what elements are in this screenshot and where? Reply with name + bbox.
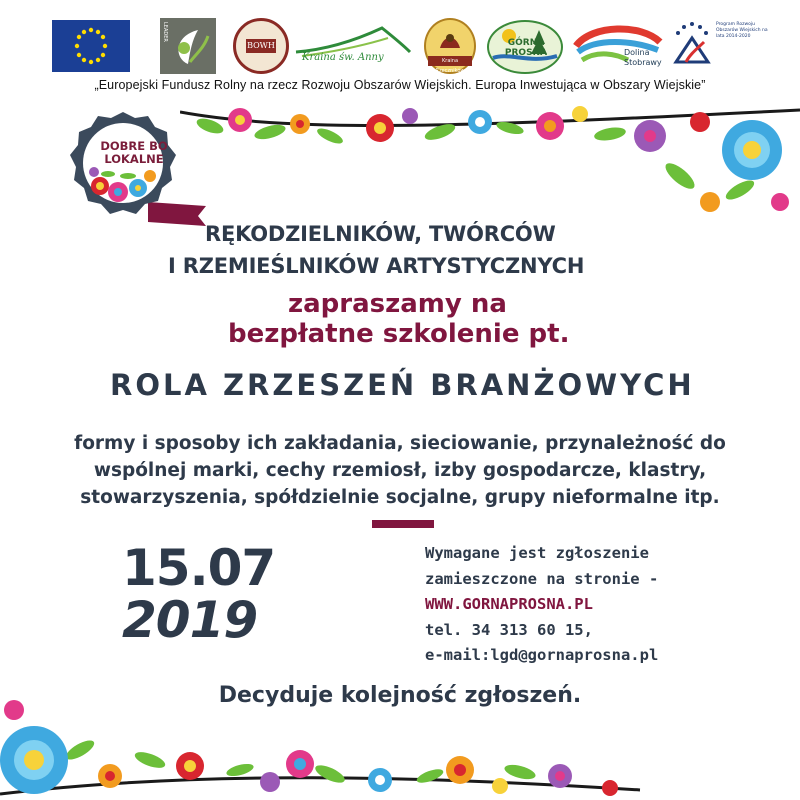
invitation-line-2: bezpłatne szkolenie pt.: [228, 319, 570, 349]
kraina-text: Kraina św. Anny: [302, 52, 384, 63]
folk-flower-decoration-top: [180, 106, 800, 218]
registration-line-2: zamieszczone na stronie -: [425, 569, 659, 588]
eu-flag-logo: [52, 20, 130, 72]
heading-line-1: RĘKODZIELNIKÓW, TWÓRCÓW: [205, 222, 556, 246]
badge-seal-icon: [38, 110, 208, 250]
leader-logo: [160, 18, 216, 74]
leader-text: LEADER: [162, 22, 168, 42]
kraina-rzecznikow-logo: [424, 18, 476, 74]
heading-line-2: I RZEMIEŚLNIKÓW ARTYSTYCZNYCH: [168, 254, 585, 278]
email-address[interactable]: e-mail:lgd@gornaprosna.pl: [425, 646, 659, 664]
eu-stars-icon: [52, 20, 130, 72]
prow-logo: [668, 18, 778, 74]
dolina-text: Dolina Stobrawy: [624, 48, 662, 67]
invitation-line-1: zapraszamy na: [288, 289, 507, 319]
training-description: [70, 430, 730, 511]
closing-note: Decyduje kolejność zgłoszeń.: [218, 683, 582, 708]
description-line-1: formy i sposoby ich zakładania, sieciowanie, przynależność do: [74, 433, 726, 454]
website-link[interactable]: WWW.GORNAPROSNA.PL: [425, 595, 593, 613]
phone-number: tel. 34 313 60 15,: [425, 620, 593, 639]
gorna-prosna-logo: [487, 20, 563, 74]
accent-divider: [372, 520, 434, 528]
krzep-text: Kraina Rzeczników: [428, 56, 472, 66]
logo-strip: [0, 0, 800, 100]
kraina-sw-anny-logo: [292, 22, 412, 72]
badge-label: DOBRE BO LOKALNE: [100, 139, 168, 166]
description-line-3: stowarzyszenia, spółdzielnie socjalne, grupy nieformalne itp.: [80, 487, 720, 508]
event-year: 2019: [122, 591, 258, 649]
registration-line-1: Wymagane jest zgłoszenie: [425, 544, 649, 562]
bowh-text: BOWH: [246, 39, 276, 53]
folk-flower-decoration-bottom: [0, 690, 800, 800]
description-line-2: wspólnej marki, cechy rzemiosł, izby gospodarcze, klastry,: [93, 460, 707, 481]
training-title: ROLA ZRZESZEŃ BRANŻOWYCH: [110, 368, 695, 402]
registration-info: [425, 541, 785, 669]
gorna-prosna-text: GÓRNA PROSNA: [504, 38, 548, 58]
event-date: 15.07: [122, 539, 276, 597]
bowh-logo: [233, 18, 289, 74]
prow-text: Program Rozwoju Obszarów Wiejskich na lata 2014-2020: [716, 22, 768, 39]
funding-caption: „Europejski Fundusz Rolny na rzecz Rozwoju Obszarów Wiejskich. Europa Inwestująca w Obszary Wiejskie”: [94, 78, 706, 92]
dobre-bo-lokalne-badge: [38, 110, 208, 250]
dolina-stobrawy-logo: [572, 20, 664, 74]
